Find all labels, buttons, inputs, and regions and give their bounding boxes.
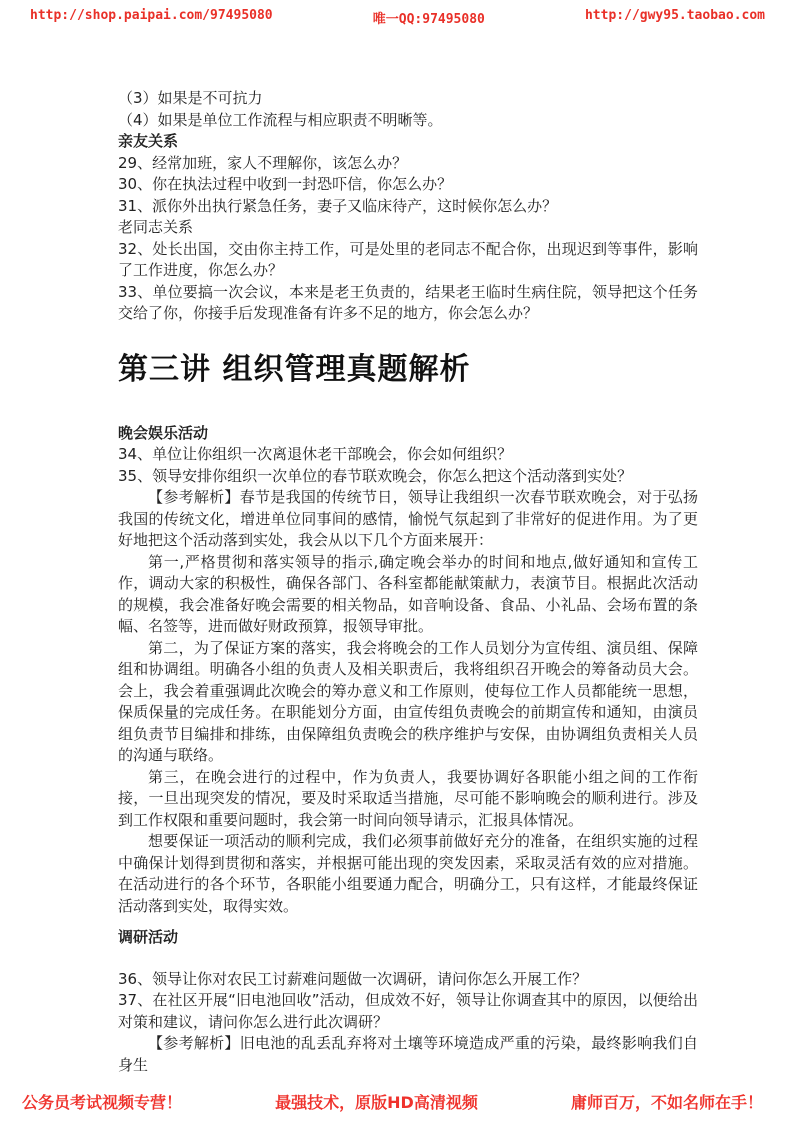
analysis-paragraph-second: 第二，为了保证方案的落实，我会将晚会的工作人员划分为宣传组、演员组、保障组和协调组。明确各小组的负责人及相关职责后，我将组织召开晚会的筹备动员大会。会上，我会着重强调此次晚会的筹办意义和工作原则，使每位工作人员都能统一思想，保质保量的完成任务。在职能划分方面，由宣传组负责晚会的前期宣传和通知，由演员组负责节目编排和排练，由保障组负责晚会的秩序维护与安保，由协调组负责相关人员的沟通与联络。: [118, 638, 698, 764]
header-shop-url: http://shop.paipai.com/97495080: [30, 8, 273, 23]
subhead-old-colleague-relations: 老同志关系: [118, 218, 194, 236]
list-item-3: （3）如果是不可抗力: [118, 89, 263, 107]
analysis-paragraph-summary: 想要保证一项活动的顺利完成，我们必须事前做好充分的准备，在组织实施的过程中确保计划得到贯彻和落实，并根据可能出现的突发因素，采取灵活有效的应对措施。在活动进行的各个环节，各职能小组要通力配合，明确分工，只有这样，才能最终保证活动落到实处，取得实效。: [118, 832, 698, 915]
analysis-paragraph-first: 第一,严格贯彻和落实领导的指示,确定晚会举办的时间和地点,做好通知和宣传工作，调动大家的积极性，确保各部门、各科室都能献策献力，表演节目。根据此次活动的规模，我会准备好晚会需要的相关物品，如音响设备、食品、小礼品、会场布置的条幅、名签等，进而做好财政预算，报领导审批。: [118, 552, 698, 635]
header-taobao-url: http://gwy95.taobao.com: [584, 8, 765, 23]
list-item-4: （4）如果是单位工作流程与相应职责不明晰等。: [118, 110, 443, 129]
analysis-paragraph-intro: 【参考解析】春节是我国的传统节日，领导让我组织一次春节联欢晚会，对于弘扬我国的传统文化，增进单位同事间的感情，愉悦气氛起到了非常好的促进作用。为了更好地把这个活动落到实处，我会从以下几个方面来展开：: [118, 488, 698, 549]
question-35: 35、领导安排你组织一次单位的春节联欢晚会，你怎么把这个活动落到实处？: [118, 466, 633, 485]
footer-slogan-center: 最强技术，原版HD高清视频: [275, 1093, 478, 1112]
analysis-paragraph-third: 第三，在晚会进行的过程中，作为负责人，我要协调好各职能小组之间的工作衔接，一旦出现突发的情况，要及时采取适当措施，尽可能不影响晚会的顺利进行。涉及到工作权限和重要问题时，我会第一时间向领导请示，汇报具体情况。: [118, 767, 698, 829]
subhead-research-activities: 调研活动: [118, 928, 179, 946]
question-32: 32、处长出国，交由你主持工作，可是处里的老同志不配合你，出现迟到等事件，影响了工作进度，你怎么办？: [118, 239, 698, 279]
footer-slogan-left: 公务员考试视频专营！: [22, 1093, 183, 1112]
document-content: [118, 88, 698, 1076]
question-30: 30、你在执法过程中收到一封恐吓信，你怎么办？: [118, 175, 453, 193]
question-37: 37、在社区开展“旧电池回收”活动，但成效不好，领导让你调查其中的原因，以便给出对策和建议，请问你怎么进行此次调研？: [118, 991, 698, 1031]
footer-slogan-right: 庸师百万，不如名师在手！: [570, 1093, 763, 1112]
question-31: 31、派你外出执行紧急任务，妻子又临床待产，这时候你怎么办？: [118, 196, 558, 215]
subhead-family-relations: 亲友关系: [118, 132, 179, 150]
analysis-paragraph-battery: 【参考解析】旧电池的乱丢乱弃将对土壤等环境造成严重的污染，最终影响我们自身生: [118, 1034, 698, 1074]
header-qq-contact: 唯一QQ:97495080: [372, 12, 485, 27]
subhead-party-activities: 晚会娱乐活动: [118, 423, 209, 442]
question-36: 36、领导让你对农民工讨薪难问题做一次调研，请问你怎么开展工作？: [118, 969, 588, 988]
question-29: 29、经常加班，家人不理解你，该怎么办？: [118, 153, 408, 172]
question-33: 33、单位要搞一次会议，本来是老王负责的，结果老王临时生病住院，领导把这个任务交给了你，你接手后发现准备有许多不足的地方，你会怎么办？: [118, 282, 698, 322]
question-34: 34、单位让你组织一次离退休老干部晚会，你会如何组织？: [118, 445, 513, 463]
page-footer: [22, 1090, 763, 1113]
page-header: [30, 8, 765, 27]
chapter-title: 第三讲 组织管理真题解析: [118, 351, 471, 387]
